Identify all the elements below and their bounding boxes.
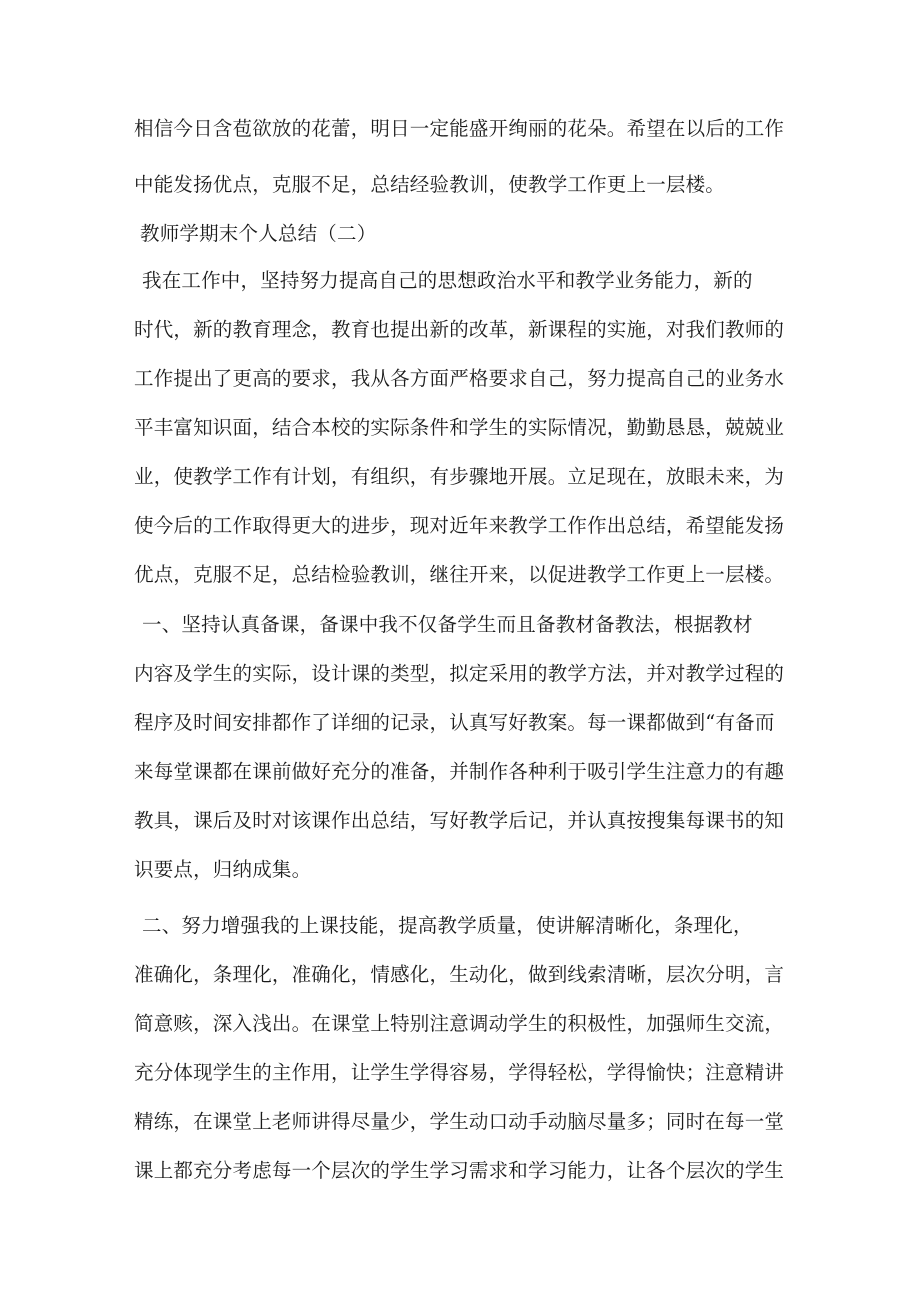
- text-line: 时代，新的教育理念，教育也提出新的改革，新课程的实施，对我们教师的: [134, 318, 785, 341]
- text-line: 我在工作中，坚持努力提高自己的思想政治水平和教学业务能力，新的: [142, 269, 753, 292]
- text-line: 平丰富知识面，结合本校的实际条件和学生的实际情况，勤勤恳恳，兢兢业: [134, 416, 785, 439]
- text-line: 相信今日含苞欲放的花蕾，明日一定能盛开绚丽的花朵。希望在以后的工作: [134, 117, 785, 140]
- text-line: 课上都充分考虑每一个层次的学生学习需求和学习能力，让各个层次的学生: [134, 1159, 785, 1182]
- text-line: 程序及时间安排都作了详细的记录，认真写好教案。每一课都做到“有备而: [134, 711, 775, 734]
- text-line: 教具，课后及时对该课作出总结，写好教学后记，并认真按搜集每课书的知: [134, 809, 785, 832]
- text-line: 工作提出了更高的要求，我从各方面严格要求自己，努力提高自己的业务水: [134, 367, 785, 390]
- section-heading: 教师学期末个人总结（二）: [140, 222, 377, 245]
- text-line: 充分体现学生的主作用，让学生学得容易，学得轻松，学得愉快；注意精讲: [134, 1061, 785, 1084]
- text-line: 准确化，条理化，准确化，情感化，生动化，做到线索清晰，层次分明，言: [134, 963, 785, 986]
- text-line: 简意赅，深入浅出。在课堂上特别注意调动学生的积极性，加强师生交流，: [134, 1012, 785, 1035]
- text-line: 精练，在课堂上老师讲得尽量少，学生动口动手动脑尽量多；同时在每一堂: [134, 1110, 785, 1133]
- text-line: 一、坚持认真备课，备课中我不仅备学生而且备教材备教法，根据教材: [142, 613, 753, 636]
- text-line: 优点，克服不足，总结检验教训，继往开来，以促进教学工作更上一层楼。: [134, 563, 785, 586]
- text-line: 使今后的工作取得更大的进步，现对近年来教学工作作出总结，希望能发扬: [134, 514, 785, 537]
- text-line: 来每堂课都在课前做好充分的准备，并制作各种利于吸引学生注意力的有趣: [134, 760, 785, 783]
- text-line: 中能发扬优点，克服不足，总结经验教训，使教学工作更上一层楼。: [134, 173, 726, 196]
- text-line: 内容及学生的实际，设计课的类型，拟定采用的教学方法，并对教学过程的: [134, 662, 785, 685]
- text-line: 识要点，归纳成集。: [134, 858, 312, 881]
- text-line: 二、努力增强我的上课技能，提高教学质量，使讲解清晰化，条理化，: [142, 914, 753, 937]
- text-line: 业，使教学工作有计划，有组织，有步骤地开展。立足现在，放眼未来，为: [134, 465, 785, 488]
